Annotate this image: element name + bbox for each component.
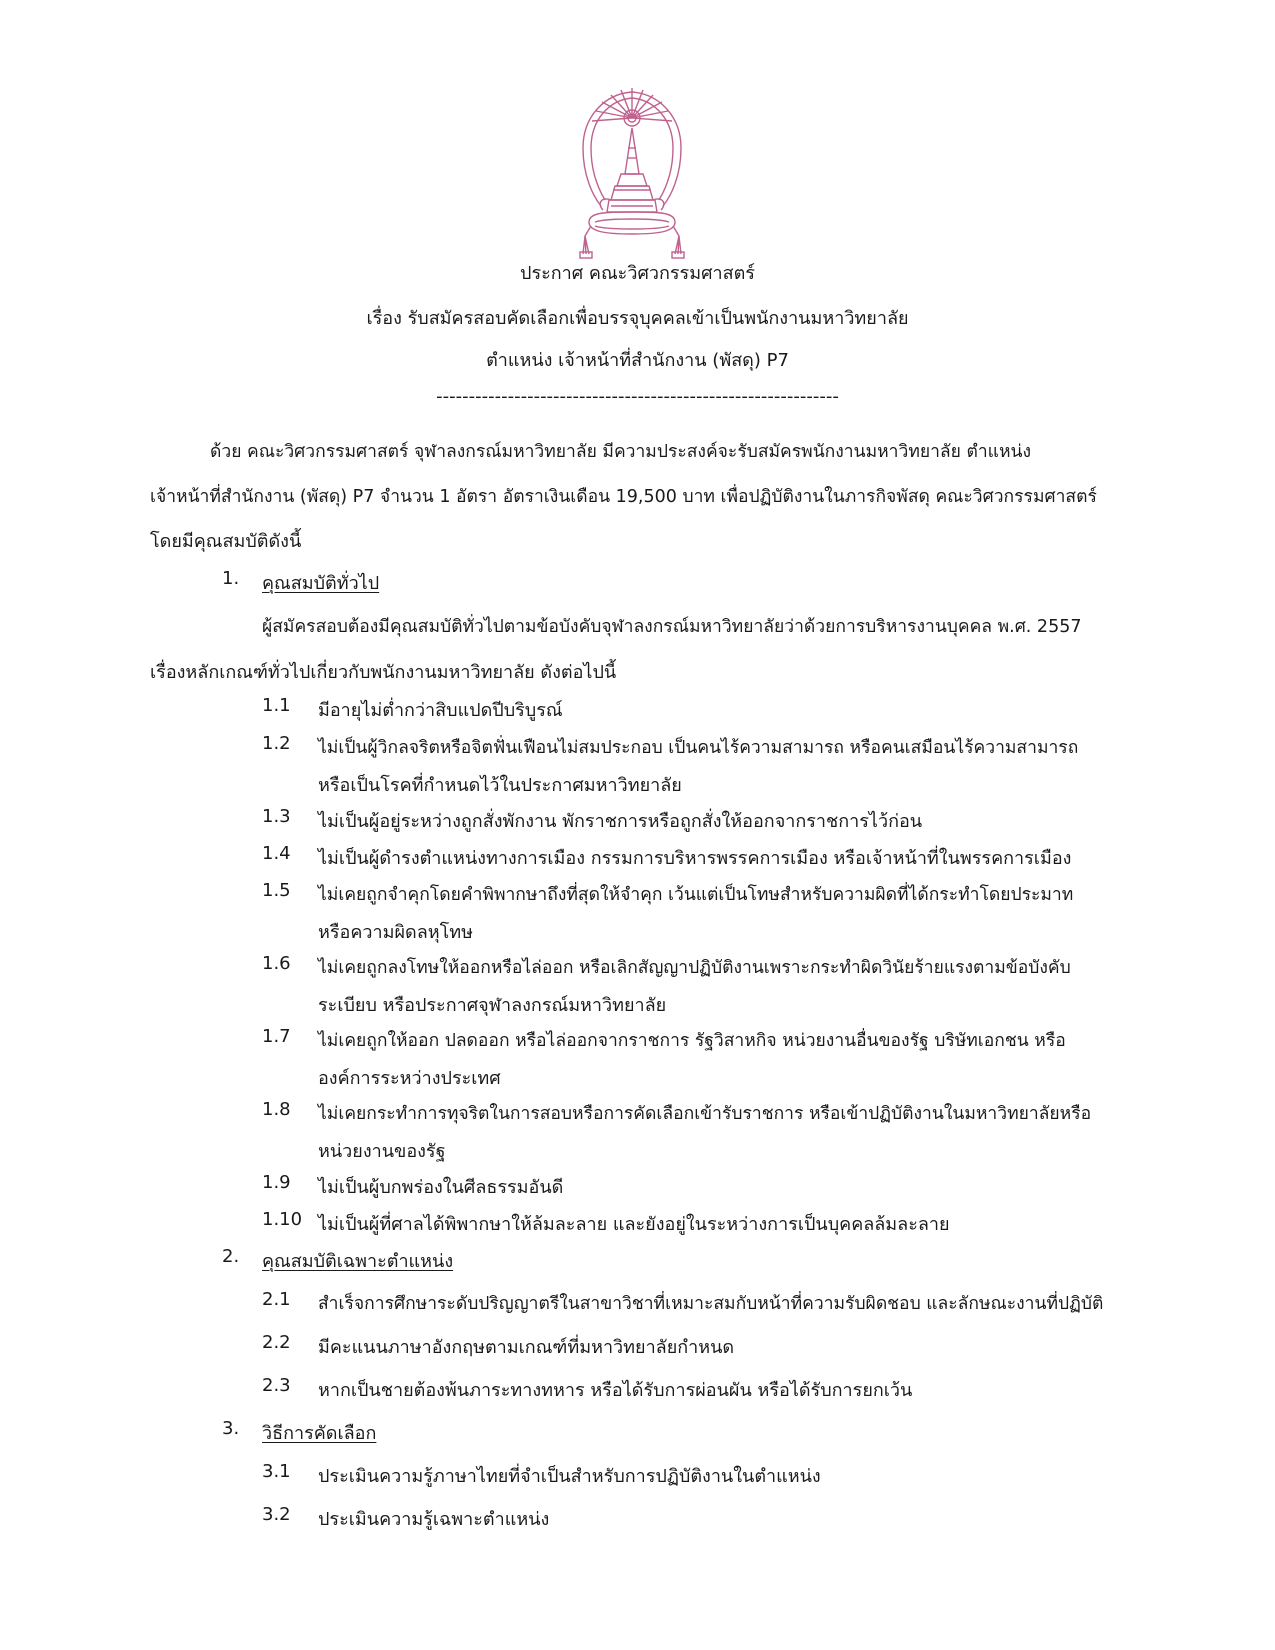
list-item-number: 3.2 bbox=[262, 1504, 291, 1525]
list-item-number: 1.3 bbox=[262, 806, 291, 827]
list-item-text: มีคะแนนภาษาอังกฤษตามเกณฑ์ที่มหาวิทยาลัยกำหนด bbox=[318, 1337, 735, 1358]
section-3-number: 3. bbox=[222, 1418, 240, 1439]
intro-line-2: เจ้าหน้าที่สำนักงาน (พัสดุ) P7 จำนวน 1 อัตรา อัตราเงินเดือน 19,500 บาท เพื่อปฏิบัติงานในภารกิจพัสดุ คณะวิศวกรรมศาสตร์ bbox=[150, 487, 1097, 507]
list-item-number: 2.1 bbox=[262, 1289, 291, 1310]
list-item-text: ไม่เป็นผู้อยู่ระหว่างถูกสั่งพักงาน พักราชการหรือถูกสั่งให้ออกจากราชการไว้ก่อน bbox=[318, 811, 923, 832]
list-item-number: 1.8 bbox=[262, 1099, 291, 1120]
list-item-number: 1.10 bbox=[262, 1209, 303, 1230]
list-item-text: ไม่เคยถูกลงโทษให้ออกหรือไล่ออก หรือเลิกสัญญาปฏิบัติงานเพราะกระทำผิดวินัยร้ายแรงตามข้อบังคับ bbox=[318, 958, 1071, 978]
list-item-number: 2.2 bbox=[262, 1332, 291, 1353]
list-item-text: มีอายุไม่ต่ำกว่าสิบแปดปีบริบูรณ์ bbox=[318, 700, 563, 721]
list-item-number: 1.9 bbox=[262, 1172, 291, 1193]
list-item-number: 2.3 bbox=[262, 1375, 291, 1396]
list-item-number: 1.1 bbox=[262, 695, 291, 716]
list-item-number: 1.2 bbox=[262, 733, 291, 754]
list-item-number: 3.1 bbox=[262, 1461, 291, 1482]
list-item-text: ไม่เป็นผู้ดำรงตำแหน่งทางการเมือง กรรมการบริหารพรรคการเมือง หรือเจ้าหน้าที่ในพรรคการเมือง bbox=[318, 848, 1072, 869]
list-item-text-continued: ระเบียบ หรือประกาศจุฬาลงกรณ์มหาวิทยาลัย bbox=[318, 995, 667, 1016]
section-1-title: คุณสมบัติทั่วไป bbox=[262, 573, 380, 594]
list-item-text: ไม่เป็นผู้ที่ศาลได้พิพากษาให้ล้มละลาย และยังอยู่ในระหว่างการเป็นบุคคลล้มละลาย bbox=[318, 1214, 950, 1235]
section-3-title: วิธีการคัดเลือก bbox=[262, 1423, 377, 1444]
intro-line-3: โดยมีคุณสมบัติดังนี้ bbox=[150, 531, 302, 552]
list-item-text: สำเร็จการศึกษาระดับปริญญาตรีในสาขาวิชาที่เหมาะสมกับหน้าที่ความรับผิดชอบ และลักษณะงานที่ปฏิบัติ bbox=[318, 1294, 1104, 1314]
section-1-number: 1. bbox=[222, 568, 240, 589]
list-item-number: 1.6 bbox=[262, 953, 291, 974]
announcement-position: ตำแหน่ง เจ้าหน้าที่สำนักงาน (พัสดุ) P7 bbox=[486, 350, 789, 371]
separator-rule: -------------------------------------------------------------- bbox=[436, 386, 839, 407]
announcement-title: ประกาศ คณะวิศวกรรมศาสตร์ bbox=[520, 263, 755, 284]
list-item-text: ประเมินความรู้เฉพาะตำแหน่ง bbox=[318, 1509, 550, 1530]
intro-line-1: ด้วย คณะวิศวกรรมศาสตร์ จุฬาลงกรณ์มหาวิทยาลัย มีความประสงค์จะรับสมัครพนักงานมหาวิทยาลัย ตำแหน่ง bbox=[210, 442, 1031, 462]
list-item-number: 1.5 bbox=[262, 880, 291, 901]
list-item-text: ประเมินความรู้ภาษาไทยที่จำเป็นสำหรับการปฏิบัติงานในตำแหน่ง bbox=[318, 1466, 821, 1487]
section-2-number: 2. bbox=[222, 1246, 240, 1267]
list-item-text: หากเป็นชายต้องพ้นภาระทางทหาร หรือได้รับการผ่อนผัน หรือได้รับการยกเว้น bbox=[318, 1380, 913, 1401]
list-item-text: ไม่เคยถูกให้ออก ปลดออก หรือไล่ออกจากราชการ รัฐวิสาหกิจ หน่วยงานอื่นของรัฐ บริษัทเอกชน หรือ bbox=[318, 1031, 1066, 1051]
university-emblem-icon bbox=[567, 86, 697, 266]
list-item-text-continued: องค์การระหว่างประเทศ bbox=[318, 1068, 501, 1089]
list-item-number: 1.4 bbox=[262, 843, 291, 864]
list-item-text: ไม่เป็นผู้บกพร่องในศีลธรรมอันดี bbox=[318, 1177, 564, 1198]
list-item-text-continued: หรือเป็นโรคที่กำหนดไว้ในประกาศมหาวิทยาลัย bbox=[318, 775, 682, 796]
section-1-para-line-2: เรื่องหลักเกณฑ์ทั่วไปเกี่ยวกับพนักงานมหาวิทยาลัย ดังต่อไปนี้ bbox=[150, 662, 617, 683]
announcement-subject: เรื่อง รับสมัครสอบคัดเลือกเพื่อบรรจุบุคคลเข้าเป็นพนักงานมหาวิทยาลัย bbox=[366, 308, 909, 329]
list-item-text: ไม่เคยกระทำการทุจริตในการสอบหรือการคัดเลือกเข้ารับราชการ หรือเข้าปฏิบัติงานในมหาวิทยาลัยหรือ bbox=[318, 1104, 1092, 1124]
section-2-title: คุณสมบัติเฉพาะตำแหน่ง bbox=[262, 1251, 454, 1272]
list-item-text: ไม่เป็นผู้วิกลจริตหรือจิตฟั่นเฟือนไม่สมประกอบ เป็นคนไร้ความสามารถ หรือคนเสมือนไร้ความสามารถ bbox=[318, 738, 1079, 758]
list-item-number: 1.7 bbox=[262, 1026, 291, 1047]
list-item-text: ไม่เคยถูกจำคุกโดยคำพิพากษาถึงที่สุดให้จำคุก เว้นแต่เป็นโทษสำหรับความผิดที่ได้กระทำโดยประมาท bbox=[318, 885, 1074, 905]
list-item-text-continued: หน่วยงานของรัฐ bbox=[318, 1141, 446, 1162]
section-1-para-line-1: ผู้สมัครสอบต้องมีคุณสมบัติทั่วไปตามข้อบังคับจุฬาลงกรณ์มหาวิทยาลัยว่าด้วยการบริหารงานบุคคล พ.ศ. 2557 bbox=[262, 617, 1082, 637]
list-item-text-continued: หรือความผิดลหุโทษ bbox=[318, 922, 473, 943]
